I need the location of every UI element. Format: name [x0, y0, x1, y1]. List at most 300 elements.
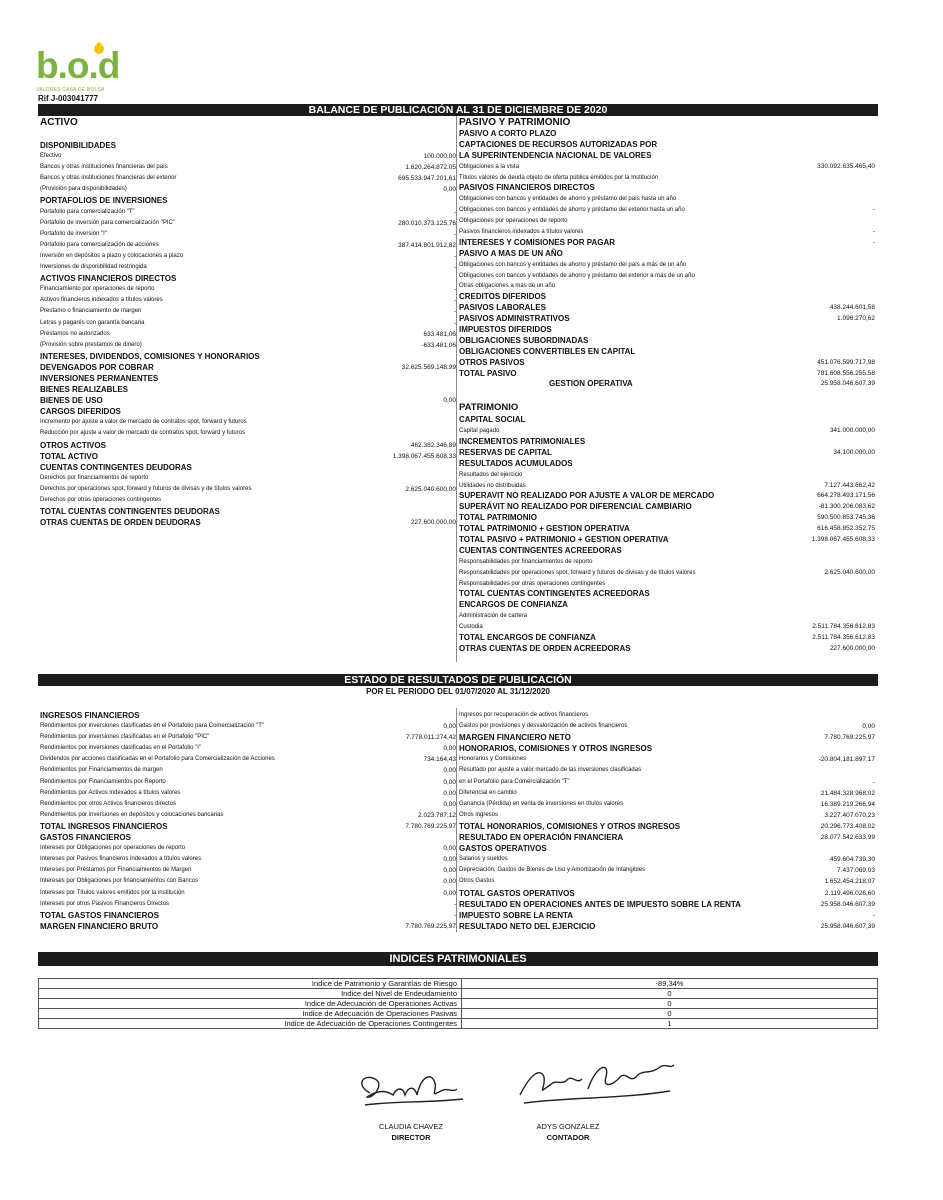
line-item-label: DISPONIBILIDADES	[40, 141, 117, 150]
line-item-label: Rendimientos por inversiones clasificadas en el Portafolio "I"	[40, 745, 202, 752]
resultados-left-column	[40, 710, 456, 932]
line-item	[40, 506, 456, 517]
line-item-label: TOTAL INGRESOS FINANCIEROS	[40, 821, 168, 831]
line-item	[40, 810, 456, 821]
line-item-value: 7.780.769.225,97	[824, 734, 875, 742]
line-item-label: INVERSIONES PERMANENTES	[40, 373, 159, 383]
line-item-label: Inversiones de disponibilidad restringida	[40, 264, 147, 271]
bod-logo	[36, 44, 120, 96]
line-item-value: -	[872, 206, 875, 214]
line-item-label: TOTAL ACTIVO	[40, 451, 98, 461]
line-item-label: Diferencial en cambio	[459, 789, 517, 796]
line-item-value: 0,00	[443, 767, 456, 775]
line-item	[40, 240, 456, 251]
line-item-value: 0,00	[443, 745, 456, 753]
resultados-right-column	[459, 710, 875, 932]
line-item	[40, 451, 456, 462]
line-item	[459, 557, 875, 568]
line-item-value: 590.500.853.745,36	[817, 514, 875, 522]
line-item	[40, 876, 456, 887]
line-item	[459, 325, 875, 336]
line-item	[40, 821, 456, 832]
line-item	[40, 295, 456, 306]
line-item	[40, 832, 456, 843]
line-item	[459, 721, 875, 732]
line-item-label: PATRIMONIO	[459, 402, 519, 414]
line-item	[459, 401, 875, 415]
line-item	[40, 788, 456, 799]
line-item	[459, 568, 875, 579]
line-item-value: 0,00	[443, 789, 456, 797]
line-item-label: Obligaciones con bancos y entidades de ahorro y préstamo del exterior a más de un año	[459, 272, 695, 279]
line-item-value: 25.958.046.607,39	[820, 922, 875, 930]
line-item	[459, 546, 875, 557]
line-item-value: 2.023.787,12	[418, 811, 456, 819]
line-item	[40, 721, 456, 732]
line-item-value: 781.608.556.255,58	[817, 369, 875, 377]
line-item	[459, 502, 875, 513]
line-item-label: Ganancia (Pérdida) en venta de inversiones en títulos valores	[459, 800, 624, 807]
line-item	[40, 428, 456, 439]
index-row	[39, 999, 878, 1009]
line-item	[459, 821, 875, 832]
line-item	[40, 495, 456, 506]
line-item	[40, 910, 456, 921]
line-item	[40, 229, 456, 240]
line-item-label: Rendimientos por Financiamientos por Reporto	[40, 778, 166, 785]
line-item	[40, 462, 456, 473]
line-item-value: 2.511.784.356.612,83	[812, 623, 875, 631]
line-item-label: OBLIGACIONES SUBORDINADAS	[459, 335, 589, 345]
line-item-value: 0,00	[443, 778, 456, 786]
line-item-label: OTROS PASIVOS	[459, 357, 525, 367]
line-item-label: TOTAL CUENTAS CONTINGENTES ACREEDORAS	[459, 589, 650, 599]
line-item	[40, 362, 456, 373]
line-item-label: SUPERÁVIT NO REALIZADO POR DIFERENCIAL CAMBIARIO	[459, 502, 692, 512]
line-item	[40, 173, 456, 184]
line-item	[459, 788, 875, 799]
line-item-label: RESULTADO NETO DEL EJERCICIO	[459, 921, 596, 931]
index-value: 0	[462, 989, 878, 999]
line-item-value: 7.127.443.662,42	[824, 481, 875, 489]
line-item-value: -20.804.181.897,17	[818, 756, 875, 764]
signature-adys-gonzalez	[510, 1055, 680, 1115]
balance-divider	[453, 116, 457, 662]
line-item	[459, 799, 875, 810]
index-label: Indice de Adecuación de Operaciones Pasivas	[39, 1009, 462, 1019]
line-item-label: Honorarios y Comisiones	[459, 756, 527, 763]
line-item-label: Otros ingresos	[459, 811, 499, 818]
line-item-label: Títulos valores de deuda objeto de oferta pública emitidos por la Institución	[459, 174, 659, 181]
balance-pasivo-column	[459, 129, 875, 655]
line-item-label: Responsabilidades por operaciones spot, forward y futuros de divisas y de títulos valores	[459, 569, 696, 576]
line-item	[40, 440, 456, 451]
line-item-label: PASIVOS FINANCIEROS DIRECTOS	[459, 183, 595, 193]
line-item	[459, 249, 875, 260]
line-item-label: PASIVO A CORTO PLAZO	[459, 129, 557, 138]
signature-name-1: CLAUDIA CHAVEZ	[378, 1122, 444, 1131]
line-item-label: Rendimientos por Financiamientos de margen	[40, 767, 163, 774]
line-item-label: Dividendos por acciones clasificadas en el Portafolio para Comercialización de Acciones	[40, 756, 275, 763]
line-item	[40, 899, 456, 910]
line-item	[459, 140, 875, 151]
line-item-value: 451.076.599.717,98	[817, 358, 875, 366]
line-item-value: 0,00	[443, 867, 456, 875]
line-item	[40, 340, 456, 351]
line-item-label: CUENTAS CONTINGENTES ACREEDORAS	[459, 545, 622, 555]
line-item-value: 0,00	[443, 856, 456, 864]
line-item-value: -	[453, 297, 456, 305]
line-item-label: Rendimientos por inversiones en depósitos y colocaciones bancarias	[40, 811, 224, 818]
line-item-label: Incremento por ajuste a valor de mercado de contratos spot, forward y futuros	[40, 419, 247, 426]
line-item-value: 387.414.801.912,82	[398, 241, 456, 249]
index-label: Indice de Adecuación de Operaciones Activas	[39, 999, 462, 1009]
line-item-value: -	[872, 228, 875, 236]
line-item-label: Utilidades no distribuidas	[459, 482, 526, 489]
line-item-label: IMPUESTOS DIFERIDOS	[459, 325, 552, 335]
line-item-label: CAPITAL SOCIAL	[459, 415, 526, 425]
line-item-value: 1.398.067.455.608,33	[811, 535, 875, 543]
line-item	[40, 262, 456, 273]
line-item-label: Ingresos por recuperación de activos financieros	[459, 712, 589, 718]
index-value: 0	[462, 999, 878, 1009]
line-item-label: HONORARIOS, COMISIONES Y OTROS INGRESOS	[459, 744, 653, 754]
line-item-label: Administración de cartera	[459, 613, 528, 620]
line-item-value: 1.620.264.872,05	[405, 164, 456, 172]
line-item-label: ACTIVOS FINANCIEROS DIRECTOS	[40, 274, 177, 284]
line-item	[459, 448, 875, 459]
line-item-label: GASTOS FINANCIEROS	[40, 833, 131, 843]
line-item-value: -	[872, 778, 875, 786]
line-item-value: -	[453, 230, 456, 238]
line-item-label: OTRAS CUENTAS DE ORDEN ACREEDORAS	[459, 643, 631, 653]
line-item-label: CUENTAS CONTINGENTES DEUDORAS	[40, 462, 192, 472]
line-item	[40, 351, 456, 362]
indices-title-bar: INDICES PATRIMONIALES	[38, 952, 878, 966]
line-item-label: Derechos por operaciones spot, forward y futuros de divisas y de títulos valores	[40, 485, 252, 492]
line-item-value: -	[453, 308, 456, 316]
line-item	[459, 589, 875, 600]
line-item	[459, 129, 875, 140]
line-item	[40, 765, 456, 776]
line-item-label: INGRESOS FINANCIEROS	[40, 711, 140, 720]
line-item	[40, 195, 456, 206]
line-item-label: Letras y pagarés con garantía bancaria	[40, 319, 145, 326]
signature-role-1: DIRECTOR	[391, 1133, 431, 1142]
line-item-value: -	[453, 252, 456, 260]
line-item-value: 0,00	[443, 397, 456, 405]
line-item	[459, 426, 875, 437]
line-item-label: BIENES REALIZABLES	[40, 385, 129, 395]
line-item	[459, 777, 875, 788]
line-item	[40, 754, 456, 765]
line-item-value: -633.481,06	[421, 341, 456, 349]
line-item-label: Otras obligaciones a más de un año	[459, 283, 556, 290]
line-item-label: Obligaciones con bancos y entidades de ahorro y préstamo del exterior hasta un año	[459, 207, 685, 214]
line-item-value: -	[872, 911, 875, 919]
line-item-value: 1.096.270,62	[837, 315, 875, 323]
line-item	[459, 481, 875, 492]
line-item	[40, 417, 456, 428]
line-item-label: PASIVO A MAS DE UN AÑO	[459, 248, 563, 258]
line-item	[459, 579, 875, 590]
line-item	[459, 888, 875, 899]
line-item-label: INCREMENTOS PATRIMONIALES	[459, 436, 586, 446]
line-item	[459, 314, 875, 325]
index-label: Indice del Nivel de Endeudamiento	[39, 989, 462, 999]
pasivo-header: PASIVO Y PATRIMONIO	[459, 117, 571, 128]
line-item	[459, 260, 875, 271]
line-item-value: 438.244.601,58	[829, 304, 875, 312]
line-item-label: TOTAL PASIVO + PATRIMONIO + GESTION OPERATIVA	[459, 534, 669, 544]
line-item	[459, 633, 875, 644]
line-item-label: Portafolio para comercialización "T"	[40, 208, 135, 215]
index-row	[39, 1019, 878, 1029]
line-item-label: Derechos por financiamientos de reporto	[40, 474, 149, 481]
line-item-label: BIENES DE USO	[40, 396, 103, 406]
line-item	[459, 358, 875, 369]
line-item	[459, 162, 875, 173]
line-item-label: en el Portafolio para Comercialización "T"	[459, 778, 570, 785]
line-item-label: Intereses por Títulos valores emitidos por la institución	[40, 889, 185, 896]
line-item-value: 734.164,43	[423, 756, 456, 764]
line-item	[459, 173, 875, 184]
line-item-label: Intereses por otros Pasivos Financieros Directos	[40, 900, 170, 907]
index-value: -89,34%	[462, 979, 878, 989]
line-item	[40, 251, 456, 262]
line-item-label: IMPUESTO SOBRE LA RENTA	[459, 910, 574, 920]
line-item	[40, 921, 456, 932]
resultados-title-bar: ESTADO DE RESULTADOS DE PUBLICACIÓN	[38, 674, 878, 686]
line-item-value: 16.389.219.266,94	[820, 800, 875, 808]
line-item	[40, 218, 456, 229]
line-item	[459, 347, 875, 358]
line-item-value: 0,00	[443, 723, 456, 731]
line-item-label: Financiamiento por operaciones de reporto	[40, 286, 155, 293]
line-item-value: -	[453, 208, 456, 216]
signature-claudia-chavez	[345, 1065, 475, 1115]
index-label: Indice de Adecuación de Operaciones Contingentes	[39, 1019, 462, 1029]
line-item-value: 0,00	[443, 800, 456, 808]
line-item	[459, 843, 875, 854]
line-item-value: 695.533.947.201,61	[398, 175, 456, 183]
line-item-value: 0,00	[862, 723, 875, 731]
line-item-value: 7.780.769.225,97	[405, 922, 456, 930]
balance-activo-column	[40, 140, 456, 528]
line-item-value: 21.484.328.968,02	[820, 789, 875, 797]
balance-title-bar: BALANCE DE PUBLICACIÓN AL 31 DE DICIEMBRE DE 2020	[38, 104, 878, 116]
line-item-value: 280.010.373.125,76	[398, 219, 456, 227]
line-item-value: 34.100.000,00	[833, 448, 875, 456]
line-item	[40, 799, 456, 810]
line-item-label: Pasivos financieros indexados a títulos valores	[459, 229, 584, 236]
line-item	[40, 865, 456, 876]
line-item-label: Intereses por Obligaciones por financiamientos con Bancos	[40, 878, 199, 885]
line-item	[459, 524, 875, 535]
resultados-divider	[453, 708, 457, 932]
line-item-value: -	[453, 286, 456, 294]
line-item-label: Reducción por ajuste a valor de mercado de contratos spot, forward y futuros	[40, 430, 246, 437]
line-item-value: 462.382.346,89	[410, 441, 456, 449]
line-item-value: 1.652.454.218,07	[824, 878, 875, 886]
line-item	[40, 373, 456, 384]
line-item-label: Obligaciones por operaciones de reporto	[459, 218, 568, 225]
line-item-label: GESTION OPERATIVA	[549, 379, 633, 389]
line-item	[459, 415, 875, 426]
line-item	[459, 281, 875, 292]
resultados-period: POR EL PERIODO DEL 01/07/2020 AL 31/12/2020	[366, 687, 550, 696]
line-item	[40, 473, 456, 484]
line-item-label: RESULTADO EN OPERACIONES ANTES DE IMPUESTO SOBRE LA RENTA	[459, 899, 741, 909]
line-item-label: RESULTADOS ACUMULADOS	[459, 458, 573, 468]
line-item	[459, 390, 875, 401]
line-item	[40, 329, 456, 340]
line-item-label: DEVENGADOS POR COBRAR	[40, 362, 154, 372]
line-item-label: Obligaciones a la vista	[459, 163, 520, 170]
line-item-label: Portafolio para comercialización de acciones	[40, 241, 159, 248]
line-item	[40, 743, 456, 754]
line-item-label: TOTAL PATRIMONIO + GESTION OPERATIVA	[459, 524, 630, 534]
line-item-label: TOTAL PATRIMONIO	[459, 513, 537, 523]
line-item	[40, 162, 456, 173]
line-item-value: 100.000,00	[423, 153, 456, 161]
line-item-label: TOTAL GASTOS OPERATIVOS	[459, 888, 575, 898]
line-item	[459, 899, 875, 910]
line-item-label: Bancos y otras instituciones financieras del país	[40, 164, 168, 171]
line-item	[40, 384, 456, 395]
line-item	[40, 395, 456, 406]
line-item-value: 0,00	[443, 889, 456, 897]
line-item	[40, 207, 456, 218]
line-item	[459, 622, 875, 633]
line-item-label: PASIVOS LABORALES	[459, 303, 546, 313]
line-item-label: CARGOS DIFERIDOS	[40, 407, 121, 417]
line-item-label: Depreciación, Gastos de Bienes de Uso y Amortización de Intangibles	[459, 867, 646, 874]
line-item	[459, 303, 875, 314]
line-item-label: TOTAL CUENTAS CONTINGENTES DEUDORAS	[40, 507, 220, 517]
line-item-value: 2.511.784.356.612,83	[812, 633, 875, 641]
line-item-value: 227.600.000,00	[410, 519, 456, 527]
index-row	[39, 1009, 878, 1019]
line-item	[40, 151, 456, 162]
line-item-value: 341.000.000,00	[829, 427, 875, 435]
line-item	[40, 517, 456, 528]
line-item-label: TOTAL ENCARGOS DE CONFIANZA	[459, 632, 596, 642]
line-item	[459, 292, 875, 303]
line-item	[459, 710, 875, 721]
line-item	[459, 535, 875, 546]
line-item	[459, 470, 875, 481]
line-item	[459, 379, 875, 390]
line-item-label: CAPTACIONES DE RECURSOS AUTORIZADAS POR	[459, 139, 658, 149]
line-item	[459, 910, 875, 921]
signature-role-2: CONTADOR	[546, 1133, 590, 1142]
line-item-value: 0,00	[443, 845, 456, 853]
line-item-label: Rendimientos por inversiones clasificadas en el Portafolio "PIC"	[40, 734, 210, 741]
line-item-value: -81.300.206.083,62	[818, 503, 875, 511]
activo-header: ACTIVO	[40, 117, 78, 128]
line-item	[40, 273, 456, 284]
index-label: Indice de Patrimonio y Garantías de Riesgo	[39, 979, 462, 989]
line-item-value: -	[453, 264, 456, 272]
line-item-value: 330.092.635.465,40	[817, 162, 875, 170]
line-item	[459, 754, 875, 765]
line-item-value: 227.600.000,00	[829, 644, 875, 652]
line-item-value: 633.481,06	[423, 330, 456, 338]
line-item	[459, 194, 875, 205]
line-item-value: 2.119.496.026,60	[824, 889, 875, 897]
line-item-label: Custodia	[459, 624, 483, 631]
line-item	[459, 921, 875, 932]
line-item	[459, 238, 875, 249]
index-value: 0	[462, 1009, 878, 1019]
line-item	[459, 876, 875, 887]
line-item-label: Responsabilidades por otras operaciones contingentes	[459, 580, 606, 587]
line-item	[459, 151, 875, 162]
logo-text: b.o.d	[36, 45, 120, 86]
line-item-label: Bancos y otras instituciones financieras del exterior	[40, 175, 177, 182]
line-item	[459, 216, 875, 227]
signature-name-2: ADYS GONZALEZ	[536, 1122, 600, 1131]
line-item-label: Salarios y sueldos	[459, 856, 508, 863]
line-item-label: Resultado por ajuste a valor mercado de las inversiones clasificadas	[459, 767, 642, 774]
indices-table	[38, 978, 878, 1029]
line-item-label: OTRAS CUENTAS DE ORDEN DEUDORAS	[40, 518, 201, 528]
line-item-label: Intereses por Pasivos financieros indexados a títulos valores	[40, 856, 202, 863]
line-item	[459, 336, 875, 347]
line-item	[40, 318, 456, 329]
line-item-value: 28.077.542.633,99	[820, 834, 875, 842]
line-item-label: TOTAL GASTOS FINANCIEROS	[40, 910, 159, 920]
line-item-label: TOTAL PASIVO	[459, 368, 517, 378]
line-item-label: RESULTADO EN OPERACIÓN FINANCIERA	[459, 833, 624, 843]
line-item	[40, 732, 456, 743]
line-item-label: INTERESES, DIVIDENDOS, COMISIONES Y HONORARIOS	[40, 351, 260, 361]
line-item-label: Obligaciones con bancos y entidades de ahorro y préstamo del país hasta un año	[459, 196, 677, 203]
line-item-label: TOTAL HONORARIOS, COMISIONES Y OTROS INGRESOS	[459, 821, 681, 831]
line-item	[40, 710, 456, 721]
line-item	[40, 406, 456, 417]
line-item	[459, 832, 875, 843]
line-item-label: Otros Gastos	[459, 878, 495, 885]
line-item-label: OBLIGACIONES CONVERTIBLES EN CAPITAL	[459, 346, 636, 356]
line-item	[459, 865, 875, 876]
line-item-value: 664.278.493.171,56	[817, 492, 875, 500]
line-item-value: -	[872, 238, 875, 246]
line-item-label: (Provisión para disponibilidades)	[40, 186, 127, 193]
line-item-value: 32.625.569.148,99	[401, 363, 456, 371]
line-item-label: Préstamos no autorizados	[40, 330, 110, 337]
line-item-label: MARGEN FINANCIERO NETO	[459, 733, 571, 743]
line-item-value: 7.778.011.274,42	[405, 734, 456, 742]
line-item-label: (Provisión sobre prestamos de dinero)	[40, 341, 142, 348]
line-item	[459, 732, 875, 743]
line-item-value: 459.604.739,30	[829, 856, 875, 864]
line-item	[459, 765, 875, 776]
line-item	[459, 183, 875, 194]
line-item-label: CREDITOS DIFERIDOS	[459, 292, 546, 302]
line-item	[40, 777, 456, 788]
line-item-label: Prestamo o financiamiento de margen	[40, 308, 142, 315]
line-item	[40, 843, 456, 854]
line-item-label: OTROS ACTIVOS	[40, 440, 106, 450]
line-item-label: LA SUPERINTENDENCIA NACIONAL DE VALORES	[459, 150, 652, 160]
line-item-value: 7.780.769.225,97	[405, 822, 456, 830]
line-item	[459, 854, 875, 865]
line-item-label: RESERVAS DE CAPITAL	[459, 447, 552, 457]
logo-subtitle: VALORES CASA DE BOLSA	[36, 87, 105, 93]
index-row	[39, 989, 878, 999]
